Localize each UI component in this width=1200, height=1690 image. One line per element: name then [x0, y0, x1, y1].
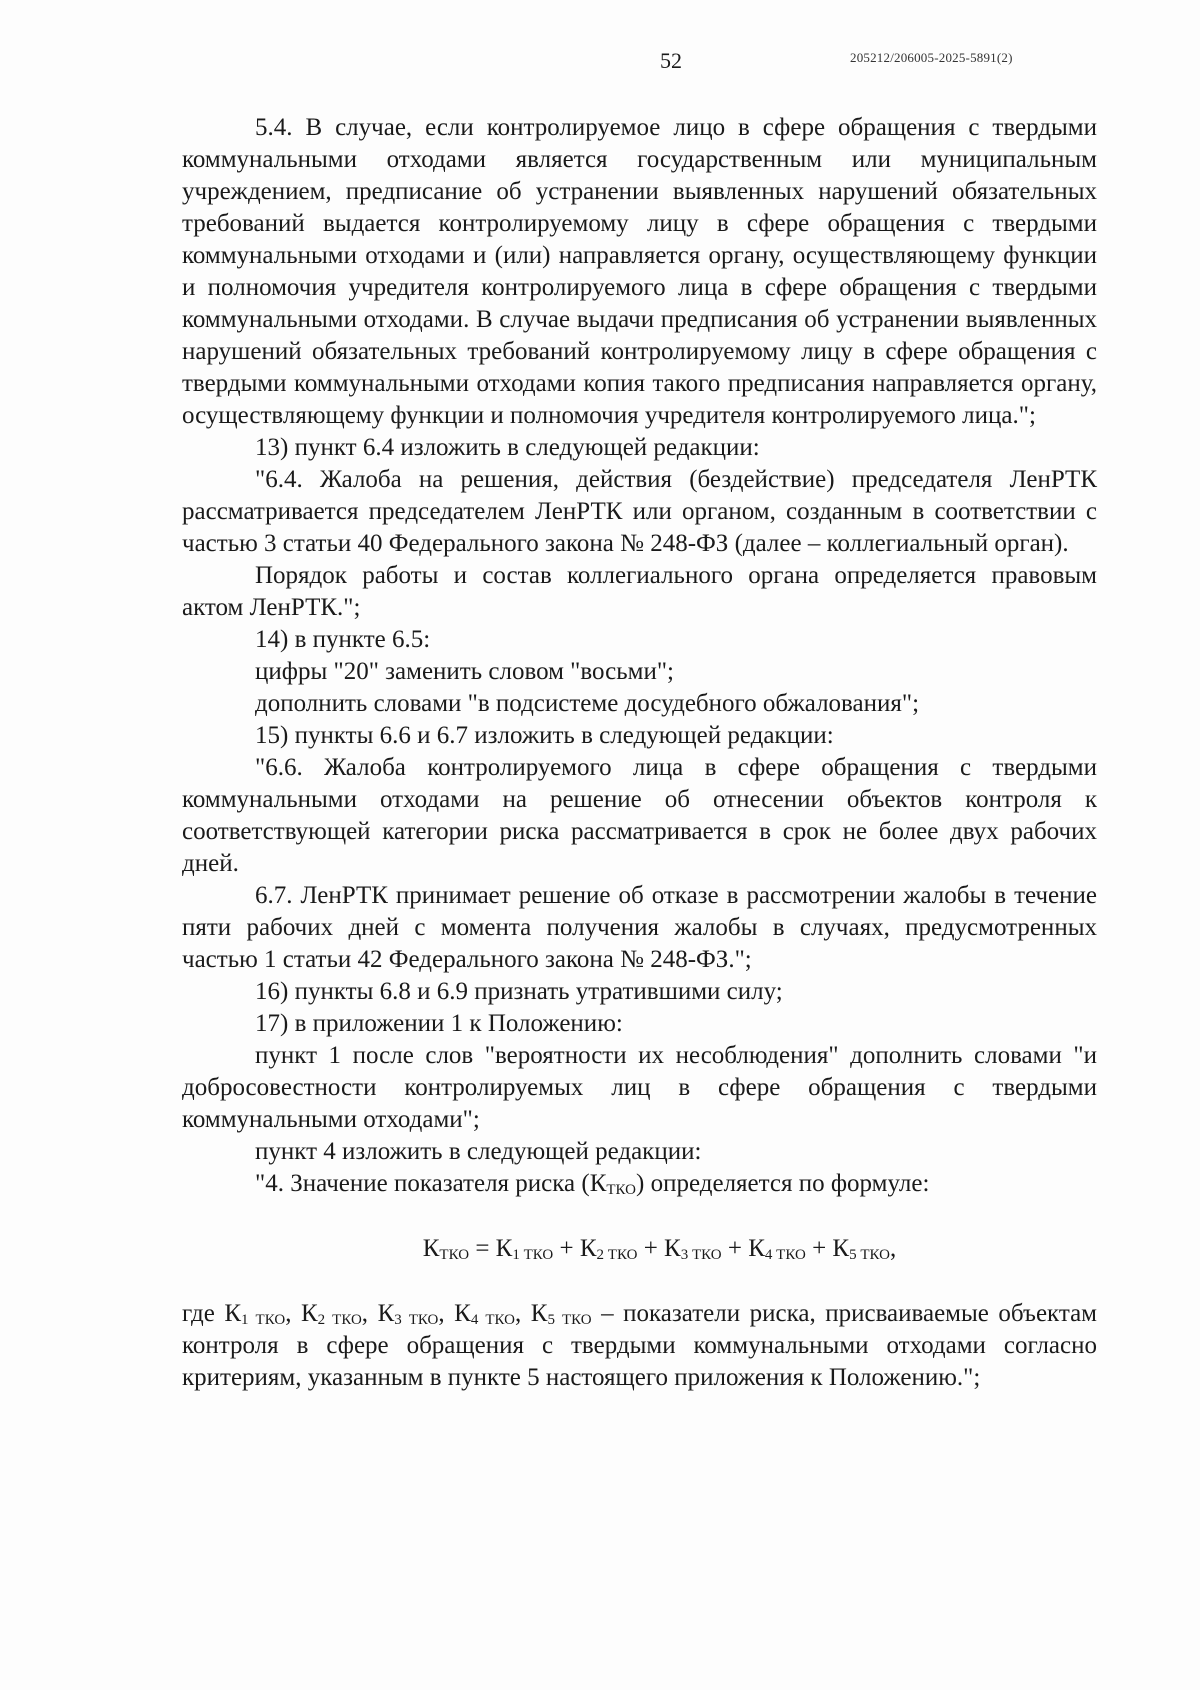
paragraph-point-1: пункт 1 после слов "вероятности их несоблюдения" дополнить словами "и добросовестности контролируемых лиц в сфере обращения с твердыми коммунальными отходами";: [182, 1042, 1097, 1133]
formula-k-total: К: [422, 1235, 440, 1262]
formula-k4-sub: 4 ТКО: [764, 1247, 806, 1263]
where-rest: – показатели риска, присваиваемые объектам контроля в сфере обращения с твердыми коммунальными отходами согласно критериям, указанным в пункте 5 настоящего приложения к Положению.";: [182, 1300, 1097, 1391]
where-comma: ,: [438, 1300, 455, 1327]
where-comma: ,: [515, 1300, 531, 1327]
formula-equals: =: [469, 1235, 496, 1262]
formula-plus: +: [637, 1235, 665, 1262]
where-comma: ,: [361, 1300, 378, 1327]
where-k1-sub: 1 ТКО: [241, 1312, 286, 1328]
formula-k1-sub: 1 ТКО: [512, 1247, 554, 1263]
where-k3-sub: 3 ТКО: [394, 1312, 439, 1328]
paragraph-risk-indicator: [182, 1168, 1097, 1200]
paragraph-item-16: 16) пункты 6.8 и 6.9 признать утратившими силу;: [255, 978, 783, 1005]
document-body: [182, 112, 1097, 1394]
paragraph-item-13: 13) пункт 6.4 изложить в следующей редакции:: [255, 434, 760, 461]
where-k1: К: [224, 1300, 242, 1327]
formula-k-total-sub: ТКО: [439, 1247, 470, 1263]
where-k5: К: [530, 1300, 548, 1327]
risk-subscript: ТКО: [606, 1182, 637, 1198]
paragraph-digits-replace: цифры "20" заменить словом "восьми";: [255, 658, 674, 685]
where-k5-sub: 5 ТКО: [547, 1312, 592, 1328]
paragraph-collegial-order: Порядок работы и состав коллегиального органа определяется правовым актом ЛенРТК.";: [182, 562, 1097, 621]
paragraph-point-4: пункт 4 изложить в следующей редакции:: [255, 1138, 702, 1165]
formula-k2: К: [579, 1235, 597, 1262]
where-k4: К: [454, 1300, 471, 1327]
paragraph-item-17: 17) в приложении 1 к Положению:: [255, 1010, 623, 1037]
risk-text-before: "4. Значение показателя риска (К: [255, 1170, 607, 1197]
paragraph-item-14: 14) в пункте 6.5:: [255, 626, 431, 653]
formula-k4: К: [748, 1235, 765, 1262]
formula-plus: +: [721, 1235, 749, 1262]
where-k2: К: [300, 1300, 318, 1327]
where-k3: К: [377, 1300, 395, 1327]
paragraph-6-7: 6.7. ЛенРТК принимает решение об отказе в рассмотрении жалобы в течение пяти рабочих дней с момента получения жалобы в случаях, предусмотренных частью 1 статьи 42 Федерального закона № 248-ФЗ.";: [182, 882, 1097, 973]
where-word: где: [182, 1300, 225, 1327]
where-k2-sub: 2 ТКО: [317, 1312, 362, 1328]
paragraph-6-6: "6.6. Жалоба контролируемого лица в сфере обращения с твердыми коммунальными отходами на решение об отнесении объектов контроля к соответствующей категории риска рассматривается в срок не более двух рабочих дней.: [182, 754, 1097, 877]
formula-k3-sub: 3 ТКО: [680, 1247, 722, 1263]
where-k4-sub: 4 ТКО: [470, 1312, 516, 1328]
formula-plus: +: [805, 1235, 833, 1262]
risk-text-after: ) определяется по формуле:: [636, 1170, 930, 1197]
formula-comma: ,: [890, 1235, 897, 1262]
page-number: 52: [660, 48, 682, 73]
paragraph-add-words: дополнить словами "в подсистеме досудебного обжалования";: [255, 690, 920, 717]
formula-k3: К: [664, 1235, 681, 1262]
paragraph-item-15: 15) пункты 6.6 и 6.7 изложить в следующей редакции:: [255, 722, 834, 749]
paragraph-5-4: 5.4. В случае, если контролируемое лицо в сфере обращения с твердыми коммунальными отходами является государственным или муниципальным учреждением, предписание об устранении выявленных нарушений обязательных требований выдается контролируемому лицу в сфере обращения с твердыми коммунальными отходами и (или) направляется органу, осуществляющему функции и полномочия учредителя контролируемого лица в сфере обращения с твердыми коммунальными отходами. В случае выдачи предписания об устранении выявленных нарушений обязательных требований контролируемому лицу в сфере обращения с твердыми коммунальными отходами копия такого предписания направляется органу, осуществляющему функции и полномочия учредителя контролируемого лица.";: [182, 114, 1097, 429]
risk-formula: [182, 1233, 1097, 1265]
formula-k1: К: [495, 1235, 513, 1262]
formula-k5: К: [832, 1235, 850, 1262]
formula-plus: +: [553, 1235, 580, 1262]
formula-k2-sub: 2 ТКО: [596, 1247, 638, 1263]
paragraph-where: [182, 1298, 1097, 1394]
formula-k5-sub: 5 ТКО: [849, 1247, 890, 1263]
document-code: 205212/206005-2025-5891(2): [850, 50, 1013, 65]
where-comma: ,: [285, 1300, 301, 1327]
paragraph-6-4: "6.4. Жалоба на решения, действия (бездействие) председателя ЛенРТК рассматривается председателем ЛенРТК или органом, созданным в соответствии с частью 3 статьи 40 Федерального закона № 248-ФЗ (далее – коллегиальный орган).: [182, 466, 1097, 557]
